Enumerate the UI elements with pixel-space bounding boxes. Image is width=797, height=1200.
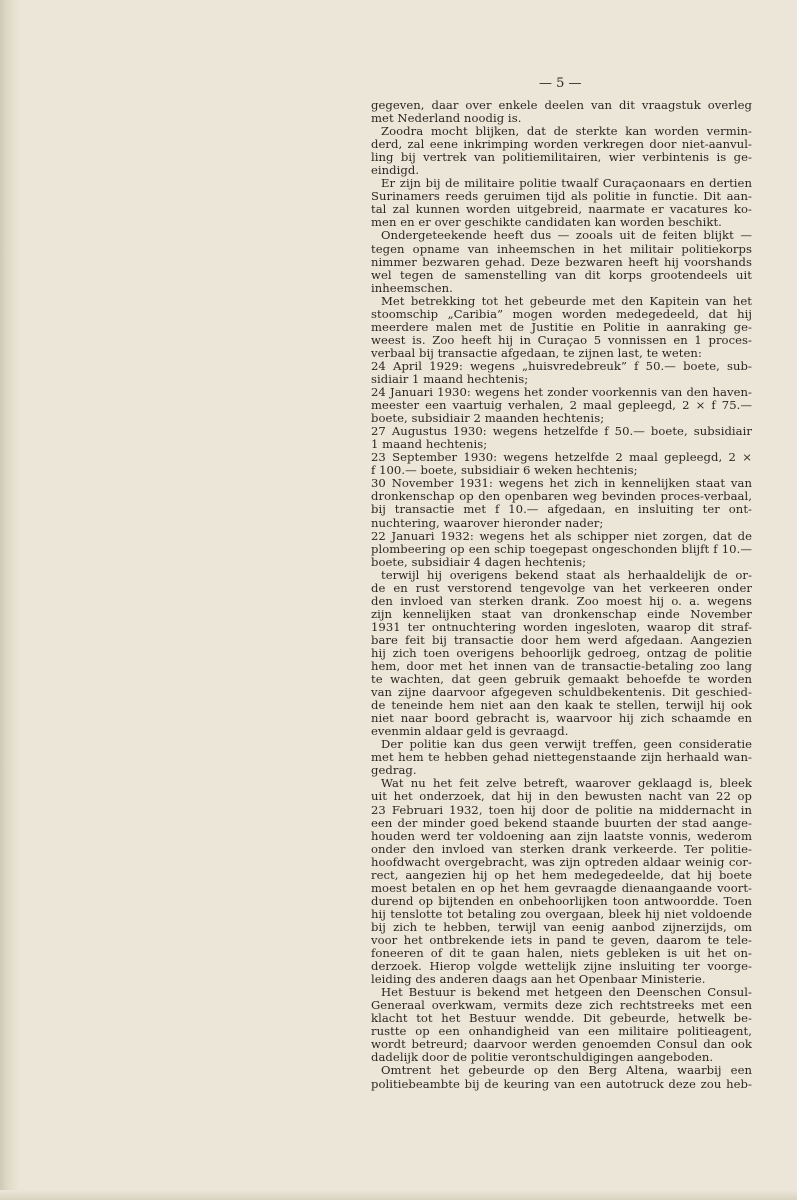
text-line: stoomschip „Caribia” mogen worden medegedeeld, dat hij	[371, 306, 752, 321]
text-line: wel tegen de samenstelling van dit korps grootendeels uit	[371, 267, 752, 282]
text-line: 23 September 1930: wegens hetzelfde 2 maal gepleegd, 2 ×	[371, 450, 752, 465]
text-line: hij tenslotte tot betaling zou overgaan, bleek hij niet voldoende	[371, 906, 752, 921]
text-line: boete, subsidiair 4 dagen hechtenis;	[371, 554, 587, 569]
text-line: inheemschen.	[371, 280, 453, 295]
text-line: evenmin aldaar geld is gevraagd.	[371, 724, 569, 739]
text-line: gedrag.	[371, 763, 417, 778]
text-line: bij zich te hebben, terwijl van eenig aanbod zijnerzijds, om	[371, 919, 752, 934]
text-line: tal zal kunnen worden uitgebreid, naarmate er vacatures ko-	[371, 202, 752, 217]
text-line: tegen opname van inheemschen in het militair politiekorps	[371, 241, 752, 256]
text-line: te wachten, dat geen gebruik gemaakt behoefde te worden	[371, 672, 752, 687]
text-line: uit het onderzoek, dat hij in den bewusten nacht van 22 op	[371, 789, 752, 804]
text-line: derd, zal eene inkrimping worden verkregen door niet-aanvul-	[371, 137, 752, 152]
text-line: durend op bijtenden en onbehoorlijken toon antwoordde. Toen	[371, 893, 752, 908]
page-bottom-edge	[0, 1190, 797, 1200]
page-number: — 5 —	[539, 76, 582, 91]
text-line: Surinamers reeds geruimen tijd als politie in functie. Dit aan-	[371, 189, 752, 204]
text-line: nuchtering, waarover hieronder nader;	[371, 515, 604, 530]
text-line: de teneinde hem niet aan den kaak te stellen, terwijl hij ook	[371, 698, 752, 713]
text-line: 1 maand hechtenis;	[371, 437, 488, 452]
text-line: ling bij vertrek van politiemilitairen, wier verbintenis is ge-	[371, 150, 752, 165]
text-line: plombeering op een schip toegepast ongeschonden blijft f 10.—	[371, 541, 752, 556]
text-line: weest is. Zoo heeft hij in Curaçao 5 vonnissen en 1 proces-	[371, 332, 752, 347]
text-line: Met betrekking tot het gebeurde met den Kapitein van het	[381, 293, 752, 308]
text-line: rustte op een onhandigheid van een militaire politieagent,	[371, 1024, 752, 1039]
text-line: hem, door met het innen van de transactie-betaling zoo lang	[371, 659, 752, 674]
text-line: sidiair 1 maand hechtenis;	[371, 371, 529, 386]
text-line: men en er over geschikte candidaten kan worden beschikt.	[371, 215, 722, 230]
text-line: Zoodra mocht blijken, dat de sterkte kan worden vermin-	[381, 124, 752, 139]
text-line: hoofdwacht overgebracht, was zijn optreden aldaar weinig cor-	[371, 854, 752, 869]
text-line: dronkenschap op den openbaren weg bevinden proces-verbaal,	[371, 489, 752, 504]
text-line: derzoek. Hierop volgde wettelijk zijne insluiting ter voorge-	[371, 959, 752, 974]
text-line: 24 April 1929: wegens „huisvredebreuk” f 50.— boete, sub-	[371, 358, 752, 373]
text-line: meerdere malen met de Justitie en Politie in aanraking ge-	[371, 319, 752, 334]
text-line: hij zich toen overigens behoorlijk gedroeg, ontzag de politie	[371, 645, 752, 660]
binding-edge	[0, 0, 20, 1200]
text-line: Ondergeteekende heeft dus — zooals uit de feiten blijkt —	[381, 228, 752, 243]
text-line: politiebeambte bij de keuring van een autotruck deze zou heb-	[371, 1076, 752, 1091]
text-line: klacht tot het Bestuur wendde. Dit gebeurde, hetwelk be-	[371, 1011, 752, 1026]
text-line: houden werd ter voldoening aan zijn laatste vonnis, wederom	[371, 828, 752, 843]
text-line: 30 November 1931: wegens het zich in kennelijken staat van	[371, 476, 752, 491]
text-line: moest betalen en op het hem gevraagde dienaangaande voort-	[371, 880, 752, 895]
text-line: met Nederland noodig is.	[371, 111, 522, 126]
text-line: voor het ontbrekende iets in pand te geven, daarom te tele-	[371, 933, 752, 947]
text-line: leiding des anderen daags aan het Openbaar Ministerie.	[371, 972, 706, 987]
text-line: Het Bestuur is bekend met hetgeen den Deenschen Consul-	[381, 985, 752, 1000]
text-line: 27 Augustus 1930: wegens hetzelfde f 50.— boete, subsidiair	[371, 424, 752, 439]
text-line: van zijne daarvoor afgegeven schuldbekentenis. Dit geschied-	[371, 685, 752, 700]
text-line: dadelijk door de politie verontschuldigingen aangeboden.	[371, 1050, 714, 1065]
text-line: Generaal overkwam, vermits deze zich rechtstreeks met een	[371, 998, 752, 1013]
text-line: 23 Februari 1932, toen hij door de politie na middernacht in	[371, 802, 752, 817]
text-line: bij transactie met f 10.— afgedaan, en insluiting ter ont-	[371, 502, 752, 517]
text-line: den invloed van sterken drank. Zoo moest hij o. a. wegens	[371, 593, 752, 608]
text-line: eindigd.	[371, 163, 420, 178]
text-line: de en rust verstorend tengevolge van het verkeeren onder	[371, 580, 752, 595]
text-line: zijn kennelijken staat van dronkenschap einde November	[371, 606, 752, 621]
text-line: rect, aangezien hij op het hem medegedeelde, dat hij boete	[371, 867, 752, 882]
text-line: f 100.— boete, subsidiair 6 weken hechtenis;	[371, 463, 638, 478]
text-line: een der minder goed bekend staande buurten der stad aange-	[371, 815, 752, 830]
text-line: met hem te hebben gehad niettegenstaande zijn herhaald wan-	[371, 750, 752, 765]
text-line: 1931 ter ontnuchtering worden ingesloten, waarop dit straf-	[371, 619, 752, 634]
text-line: meester een vaartuig verhalen, 2 maal gepleegd, 2 × f 75.—	[371, 398, 752, 413]
text-line: Omtrent het gebeurde op den Berg Altena, waarbij een	[381, 1063, 752, 1078]
text-line: wordt betreurd; daarvoor werden genoemden Consul dan ook	[371, 1037, 752, 1052]
text-line: verbaal bij transactie afgedaan, te zijnen last, te weten:	[371, 345, 702, 360]
text-line: boete, subsidiair 2 maanden hechtenis;	[371, 411, 605, 426]
text-line: gegeven, daar over enkele deelen van dit vraagstuk overleg	[371, 98, 752, 112]
body-text-column	[371, 99, 752, 1091]
text-line: onder den invloed van sterken drank verkeerde. Ter politie-	[371, 841, 752, 856]
text-line: bare feit bij transactie door hem werd afgedaan. Aangezien	[371, 632, 752, 647]
text-line: Er zijn bij de militaire politie twaalf Curaçaonaars en dertien	[381, 176, 752, 191]
text-line: Wat nu het feit zelve betreft, waarover geklaagd is, bleek	[381, 776, 752, 791]
text-line: 24 Januari 1930: wegens het zonder voorkennis van den haven-	[371, 385, 752, 400]
text-line: foneeren of dit te gaan halen, niets gebleken is uit het on-	[371, 946, 752, 961]
text-line: Der politie kan dus geen verwijt treffen, geen consideratie	[381, 737, 752, 752]
text-line: niet naar boord gebracht is, waarvoor hij zich schaamde en	[371, 711, 752, 726]
text-line: nimmer bezwaren gehad. Deze bezwaren heeft hij voorshands	[371, 254, 752, 269]
text-line: terwijl hij overigens bekend staat als herhaaldelijk de or-	[381, 567, 752, 582]
text-line: 22 Januari 1932: wegens het als schipper niet zorgen, dat de	[371, 528, 752, 543]
